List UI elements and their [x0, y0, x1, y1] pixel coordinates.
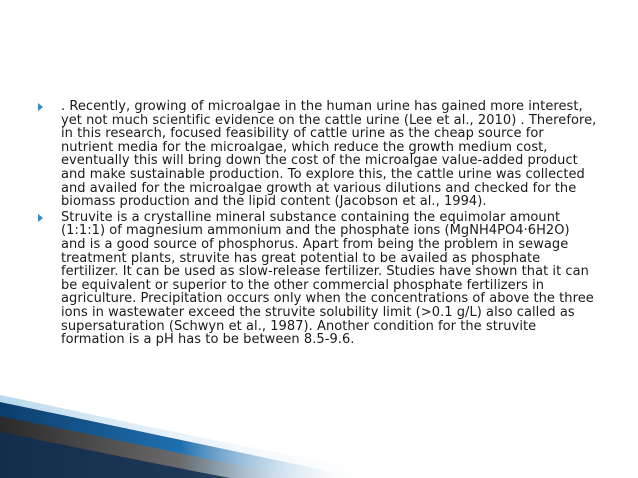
bullet-item	[38, 100, 598, 209]
bullet-item	[38, 211, 598, 347]
triangle-bullet-icon	[38, 103, 43, 111]
triangle-bullet-icon	[38, 214, 43, 222]
bullet-list	[38, 100, 598, 349]
bullet-text: . Recently, growing of microalgae in the human urine has gained more interest, yet not much scientific evidence on the cattle urine (Lee et al., 2010) . Therefore, in this research, focused feasibility of cattle urine as the cheap source for nutrient media for the microalgae, which reduce the growth medium cost, eventually this will bring down the cost of the microalgae value-added product and make sustainable production. To explore this, the cattle urine was collected and availed for the microalgae growth at various dilutions and checked for the biomass production and the lipid content (Jacobson et al., 1994).	[61, 99, 597, 210]
bullet-text: Struvite is a crystalline mineral substance containing the equimolar amount (1:1:1) of magnesium ammonium and the phosphate ions (MgNH4PO4·6H2O) and is a good source of phosphorus. Apart from being the problem in sewage treatment plants, struvite has great potential to be availed as phosphate fertilizer. It can be used as slow-release fertilizer. Studies have shown that it can be equivalent or superior to the other commercial phosphate fertilizers in agriculture. Precipitation occurs only when the concentrations of above the three ions in wastewater exceed the struvite solubility limit (>0.1 g/L) also called as supersaturation (Schwyn et al., 1987). Another condition for the struvite formation is a pH has to be between 8.5-9.6.	[61, 209, 594, 348]
